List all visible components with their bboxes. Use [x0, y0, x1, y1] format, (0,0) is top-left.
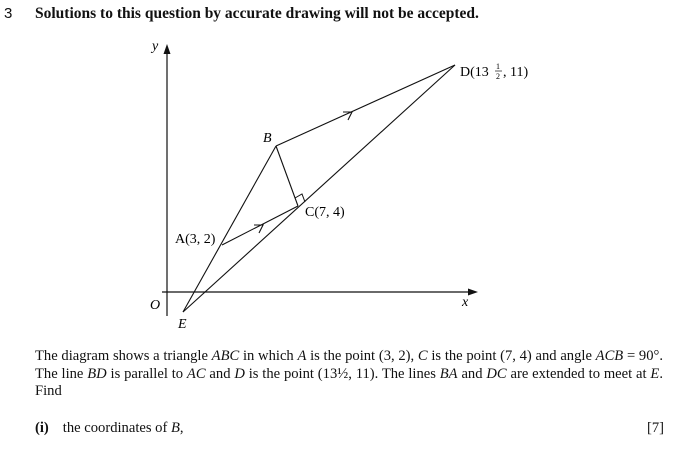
- para-text: are extended to meet at: [506, 365, 651, 382]
- para-text: and: [457, 365, 487, 382]
- para-text: , 11). The lines: [348, 365, 440, 382]
- para-d: D: [234, 365, 245, 382]
- question-heading: Solutions to this question by accurate drawing will not be accepted.: [35, 5, 479, 22]
- part-i: [35, 420, 184, 437]
- y-axis-arrowhead: [164, 44, 171, 54]
- x-axis-label: x: [462, 295, 469, 310]
- para-text: . Find: [35, 365, 663, 399]
- point-D-label-start: D(13: [460, 65, 489, 80]
- para-a: A: [297, 348, 307, 364]
- point-B-label: B: [263, 131, 272, 146]
- part-i-b: B: [170, 420, 180, 436]
- point-D-label: [460, 62, 528, 81]
- origin-label: O: [150, 298, 161, 313]
- point-A-label: A(3, 2): [175, 232, 216, 247]
- para-text: is the point (3, 2),: [306, 348, 418, 364]
- part-i-text: the coordinates of: [62, 420, 171, 436]
- para-acb: ACB: [595, 348, 624, 364]
- line-BD: [276, 65, 455, 146]
- para-abc: ABC: [211, 348, 240, 364]
- para-text: is the point (13: [244, 365, 338, 382]
- para-bd: BD: [87, 365, 107, 382]
- point-E-label: E: [178, 317, 187, 332]
- para-dc: DC: [486, 365, 507, 382]
- y-axis-label: y: [152, 39, 159, 54]
- para-text: is the point (7, 4) and angle: [427, 348, 596, 364]
- part-i-label: (i): [35, 420, 49, 436]
- point-D-frac-den: 2: [496, 72, 500, 81]
- line-DE: [183, 65, 455, 312]
- para-e: E: [650, 365, 660, 382]
- para-ba: BA: [439, 365, 458, 382]
- para-text: = 90°. The line: [35, 348, 663, 382]
- part-i-end: ,: [179, 420, 184, 436]
- question-paragraph: [35, 348, 663, 401]
- part-i-marks: [7]: [646, 420, 664, 436]
- para-text: in which: [239, 348, 298, 364]
- line-BE: [183, 146, 276, 312]
- para-ac: AC: [186, 365, 206, 382]
- point-D-label-end: , 11): [503, 65, 529, 80]
- para-text: The diagram shows a triangle: [35, 348, 212, 364]
- x-axis-arrowhead: [468, 289, 478, 296]
- question-number: 3: [4, 5, 13, 22]
- line-BC: [276, 146, 298, 206]
- para-text: and: [205, 365, 235, 382]
- para-half: ½: [337, 365, 349, 382]
- point-C-label: C(7, 4): [305, 205, 345, 220]
- para-c: C: [417, 348, 428, 364]
- point-D-frac-num: 1: [496, 62, 500, 71]
- para-text: is parallel to: [106, 365, 187, 382]
